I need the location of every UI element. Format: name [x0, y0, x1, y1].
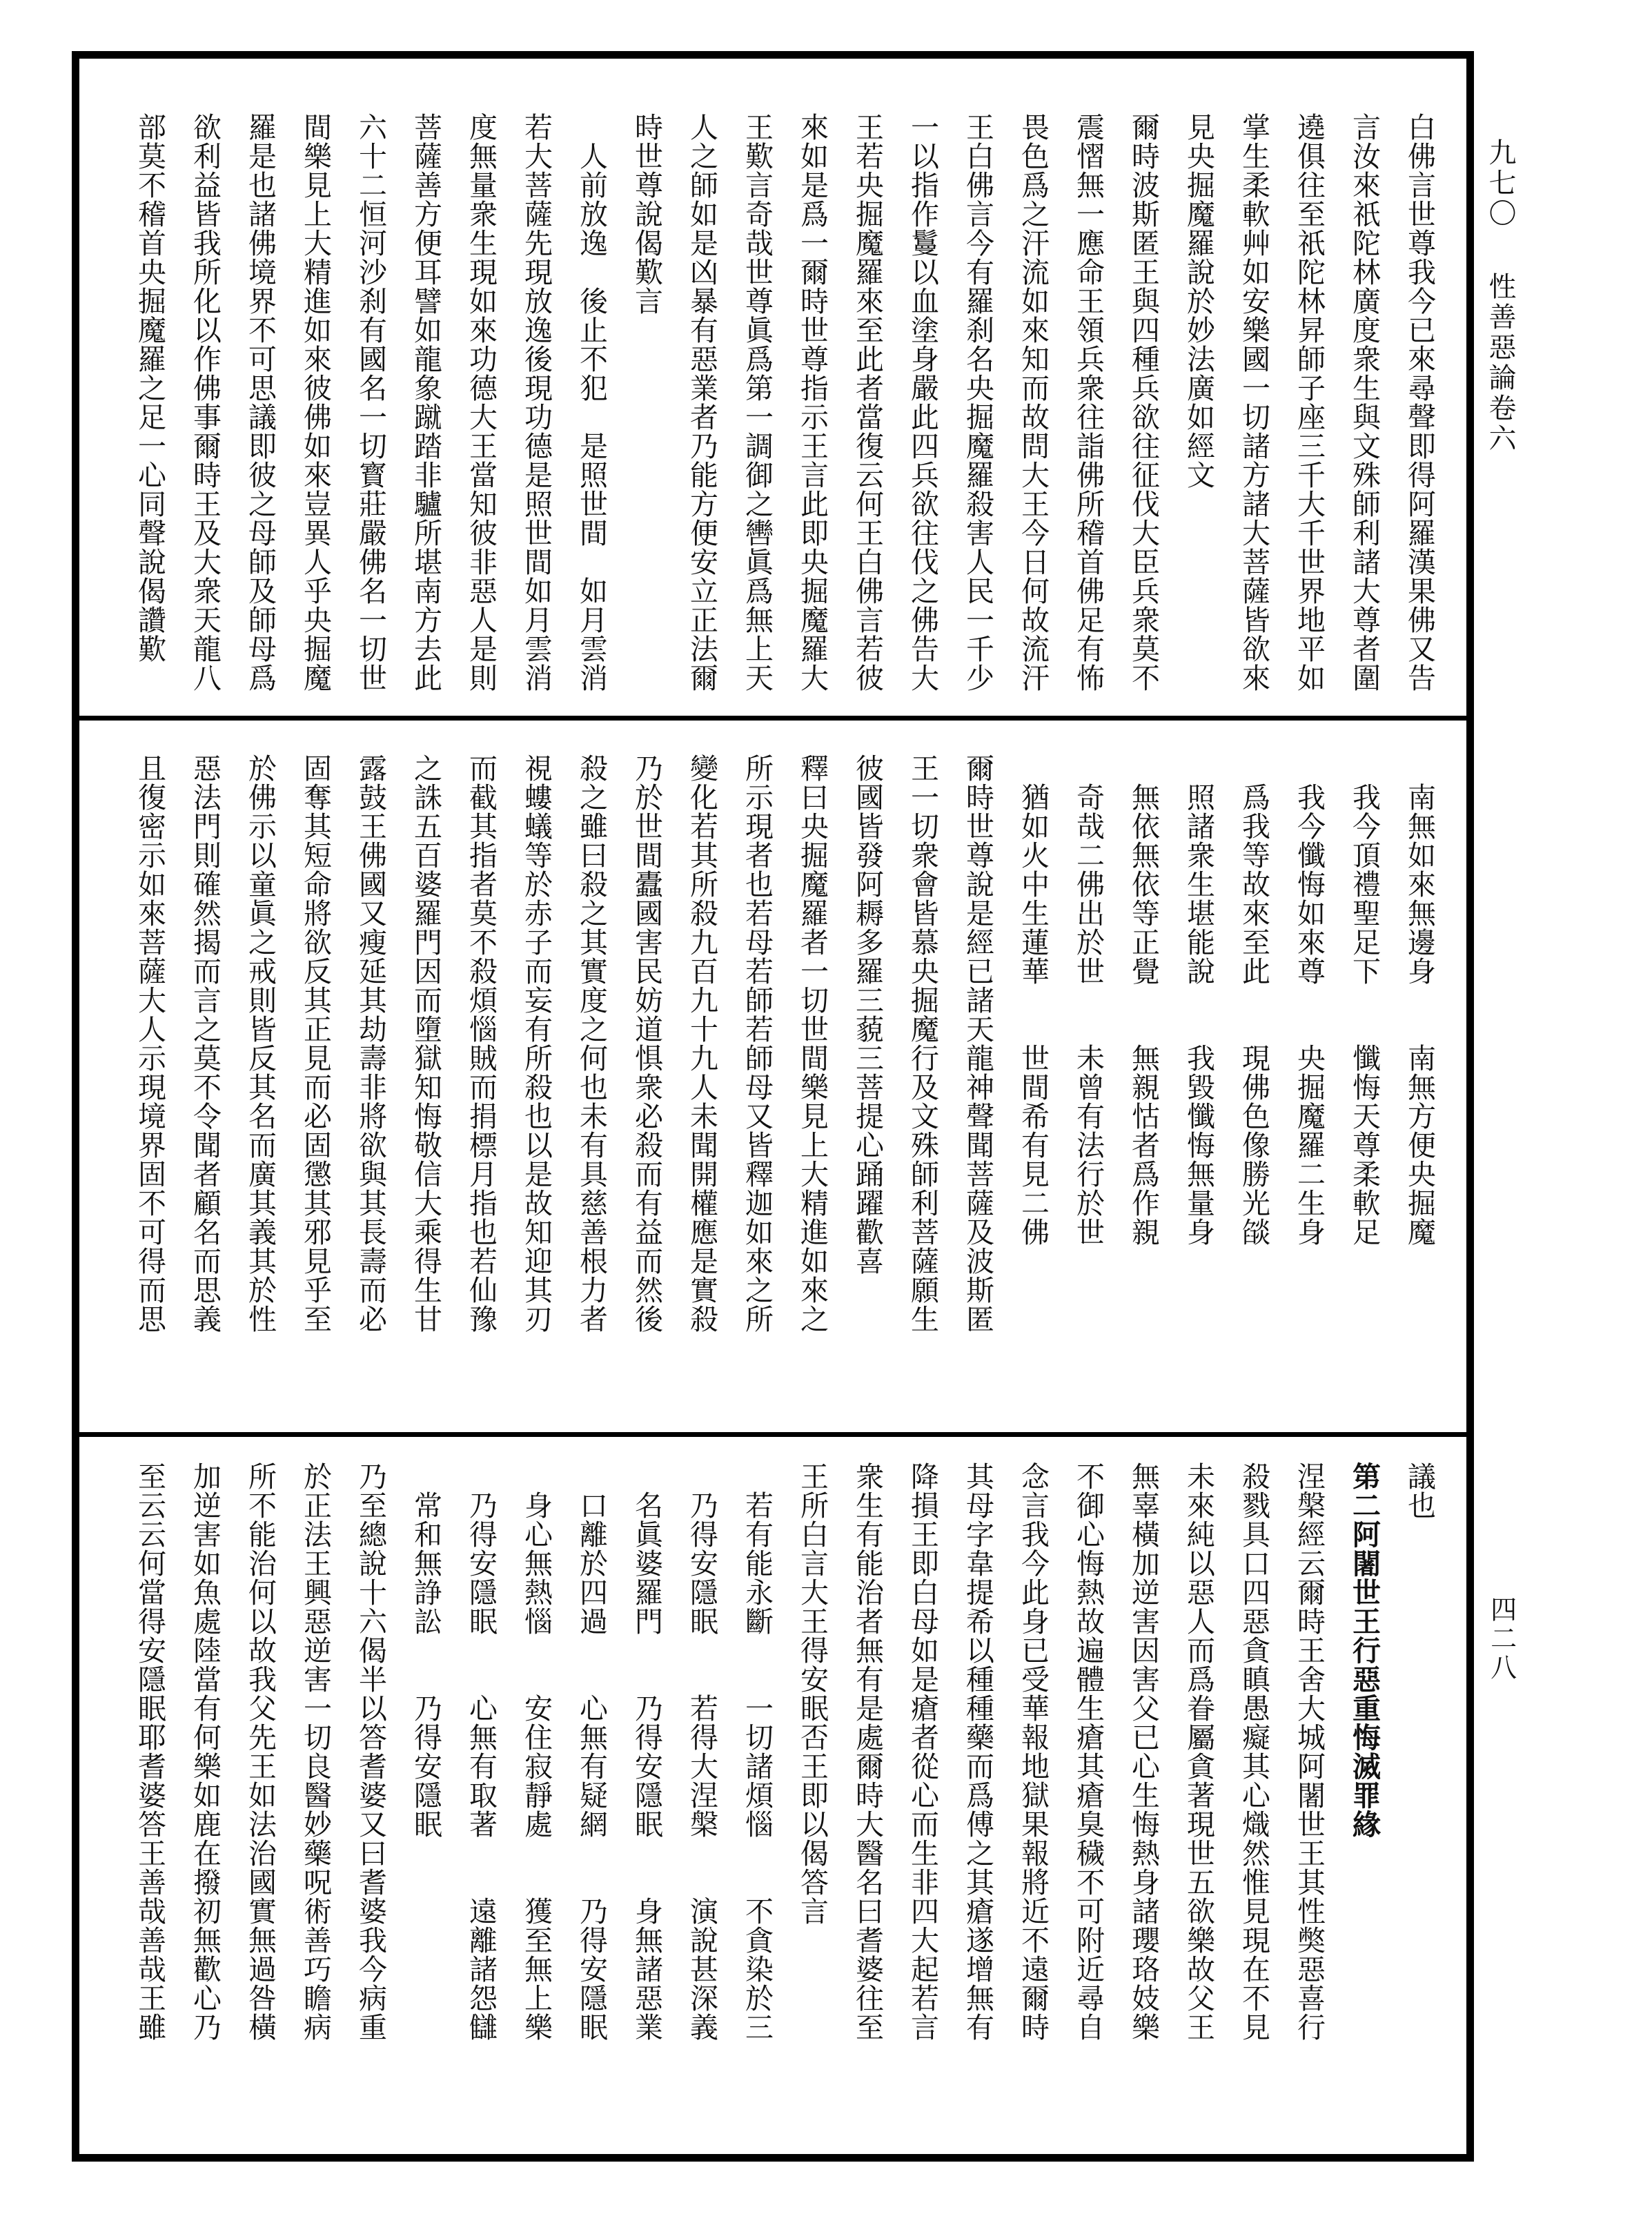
- text-column: 南無如來無邊身 南無方便央掘魔: [1403, 754, 1436, 1246]
- text-column: 震慴無一應命王領兵衆往詣佛所稽首佛足有怖: [1072, 112, 1105, 692]
- text-column: 若大菩薩先現放逸後現功德是照世間如月雲消: [520, 112, 553, 692]
- text-column: 遶俱往至祇陀林昇師子座三千大千世界地平如: [1292, 112, 1326, 692]
- text-column: 不御心悔熱故遍體生瘡其瘡臭穢不可附近尋自: [1072, 1462, 1105, 2042]
- text-column: 爾時波斯匿王與四種兵欲往征伐大臣兵衆莫不: [1127, 112, 1160, 692]
- text-column: 議也: [1403, 1462, 1436, 1520]
- text-column: 羅是也諸佛境界不可思議即彼之母師及師母爲: [244, 112, 277, 692]
- text-column: 所示現者也若母若師若師母又皆釋迦如來之所: [740, 754, 774, 1333]
- text-column: 一以指作鬘以血塗身嚴此四兵欲往伐之佛告大: [906, 112, 939, 692]
- page-number: 四二八: [1486, 1596, 1517, 1683]
- text-column: 乃於世間蠹國害民妨道惧衆必殺而有益而然後: [630, 754, 663, 1333]
- text-column: 來如是爲一爾時世尊指示王言此即央掘魔羅大: [796, 112, 829, 692]
- text-column: 念言我今此身已受華報地獄果報將近不遠爾時: [1016, 1462, 1050, 2042]
- text-column: 之誅五百婆羅門因而墮獄知悔敬信大乘得生甘: [409, 754, 442, 1333]
- text-column: 畏色爲之汗流如來知而故問大王今日何故流汗: [1016, 112, 1050, 692]
- text-column: 無依無依等正覺 無親怙者爲作親: [1127, 754, 1160, 1246]
- text-column: 無辜橫加逆害因害父已心生悔熱身諸瓔珞妓樂: [1127, 1462, 1160, 2042]
- text-column: 涅槃經云爾時王舍大城阿闍世王其性獘惡喜行: [1292, 1462, 1326, 2042]
- text-column: 爲我等故來至此 現佛色像勝光燄: [1237, 754, 1270, 1246]
- text-column: 人前放逸 後止不犯 是照世間 如月雲消: [575, 112, 608, 692]
- text-column: 且復密示如來菩薩大人示現境界固不可得而思: [133, 754, 166, 1333]
- text-column: 口離於四過 心無有疑網 乃得安隱眠: [575, 1462, 608, 2042]
- text-column: 乃得安隱眠 若得大涅槃 演說甚深義: [685, 1462, 718, 2042]
- text-column: 王歎言奇哉世尊眞爲第一調御之轡眞爲無上天: [740, 112, 774, 692]
- text-column: 王所白言大王得安眠否王即以偈答言: [796, 1462, 829, 1926]
- text-column: 照諸衆生堪能說 我毀懺悔無量身: [1182, 754, 1215, 1246]
- text-column: 於正法王興惡逆害一切良醫妙藥呪術善巧瞻病: [299, 1462, 332, 2042]
- text-column: 視螻蟻等於赤子而妄有所殺也以是故知迎其刃: [520, 754, 553, 1333]
- page-frame: [72, 51, 1474, 2162]
- text-column: 度無量衆生現如來功德大王當知彼非惡人是則: [464, 112, 498, 692]
- text-column: 王一切衆會皆慕央掘魔行及文殊師利菩薩願生: [906, 754, 939, 1333]
- text-column: 白佛言世尊我今已來尋聲即得阿羅漢果佛又告: [1403, 112, 1436, 692]
- text-column: 殺戮具口四惡貪瞋愚癡其心熾然惟見現在不見: [1237, 1462, 1270, 2042]
- text-column: 猶如火中生蓮華 世間希有見二佛: [1016, 754, 1050, 1246]
- volume-header: [1484, 138, 1517, 454]
- text-column: 露鼓王佛國又瘦延其劫壽非將欲與其長壽而必: [354, 754, 387, 1333]
- text-column: 降損王即白母如是瘡者從心而生非四大起若言: [906, 1462, 939, 2042]
- text-column: 衆生有能治者無有是處爾時大醫名曰耆婆往至: [851, 1462, 884, 2042]
- text-column: 我今頂禮聖足下 懺悔天尊柔軟足: [1348, 754, 1381, 1246]
- text-column: 至云云何當得安隱眠耶耆婆答王善哉善哉王雖: [133, 1462, 166, 2042]
- text-column: 名眞婆羅門 乃得安隱眠 身無諸惡業: [630, 1462, 663, 2042]
- folio-number: 九七〇: [1484, 138, 1516, 229]
- text-column: 掌生柔軟艸如安樂國一切諸方諸大菩薩皆欲來: [1237, 112, 1270, 692]
- register-bottom: [79, 1432, 1466, 2154]
- text-column: 常和無諍訟 乃得安隱眠: [409, 1462, 442, 1839]
- text-column: 惡法門則確然揭而言之莫不令聞者顧名而思義: [188, 754, 222, 1333]
- text-column: 六十二恒河沙刹有國名一切寳莊嚴佛名一切世: [354, 112, 387, 692]
- text-column: 彼國皆發阿耨多羅三藐三菩提心踊躍歡喜: [851, 754, 884, 1275]
- text-column: 其母字韋提希以種種藥而爲傅之其瘡遂增無有: [961, 1462, 994, 2042]
- text-column: 釋曰央掘魔羅者一切世間樂見上大精進如來之: [796, 754, 829, 1333]
- text-column: 爾時世尊說是經已諸天龍神聲聞菩薩及波斯匿: [961, 754, 994, 1333]
- text-column: 固奪其短命將欲反其正見而必固懲其邪見乎至: [299, 754, 332, 1333]
- text-column: 欲利益皆我所化以作佛事爾時王及大衆天龍八: [188, 112, 222, 692]
- text-column: 奇哉二佛出於世 未曾有法行於世: [1072, 754, 1105, 1246]
- text-column: 乃得安隱眠 心無有取著 遠離諸怨讎: [464, 1462, 498, 2042]
- text-column: 乃至總說十六偈半以答耆婆又曰耆婆我今病重: [354, 1462, 387, 2042]
- text-column: 未來純以惡人而爲眷屬貪著現世五欲樂故父王: [1182, 1462, 1215, 2042]
- text-column: 所不能治何以故我父先王如法治國實無過咎橫: [244, 1462, 277, 2042]
- text-column: 部莫不稽首央掘魔羅之足一心同聲說偈讚歎: [133, 112, 166, 663]
- volume-title: 性善惡論卷六: [1484, 272, 1516, 454]
- text-column: 間樂見上大精進如來彼佛如來豈異人乎央掘魔: [299, 112, 332, 692]
- text-column: 第二阿闍世王行惡重悔滅罪緣: [1348, 1462, 1381, 1839]
- text-column: 時世尊說偈歎言: [630, 112, 663, 315]
- text-column: 而截其指者莫不殺煩惱賊而捐標月指也若仙豫: [464, 754, 498, 1333]
- text-column: 王若央掘魔羅來至此者當復云何王白佛言若彼: [851, 112, 884, 692]
- register-middle: [79, 716, 1466, 1432]
- text-column: 見央掘魔羅說於妙法廣如經文: [1182, 112, 1215, 489]
- text-column: 人之師如是凶暴有惡業者乃能方便安立正法爾: [685, 112, 718, 692]
- text-column: 變化若其所殺九百九十九人未聞開權應是實殺: [685, 754, 718, 1333]
- text-column: 菩薩善方便耳譬如龍象蹴踏非驢所堪南方去此: [409, 112, 442, 692]
- text-column: 於佛示以童眞之戒則皆反其名而廣其義其於性: [244, 754, 277, 1333]
- register-top: [79, 59, 1466, 716]
- text-column: 身心無熱惱 安住寂靜處 獲至無上樂: [520, 1462, 553, 2042]
- text-column: 我今懺悔如來尊 央掘魔羅二生身: [1292, 754, 1326, 1246]
- text-column: 言汝來祇陀林廣度衆生與文殊師利諸大尊者圍: [1348, 112, 1381, 692]
- text-column: 加逆害如魚處陸當有何樂如鹿在撥初無歡心乃: [188, 1462, 222, 2042]
- text-column: 殺之雖曰殺之其實度之何也未有具慈善根力者: [575, 754, 608, 1333]
- text-column: 若有能永斷 一切諸煩惱 不貪染於三: [740, 1462, 774, 2042]
- text-column: 王白佛言今有羅刹名央掘魔羅殺害人民一千少: [961, 112, 994, 692]
